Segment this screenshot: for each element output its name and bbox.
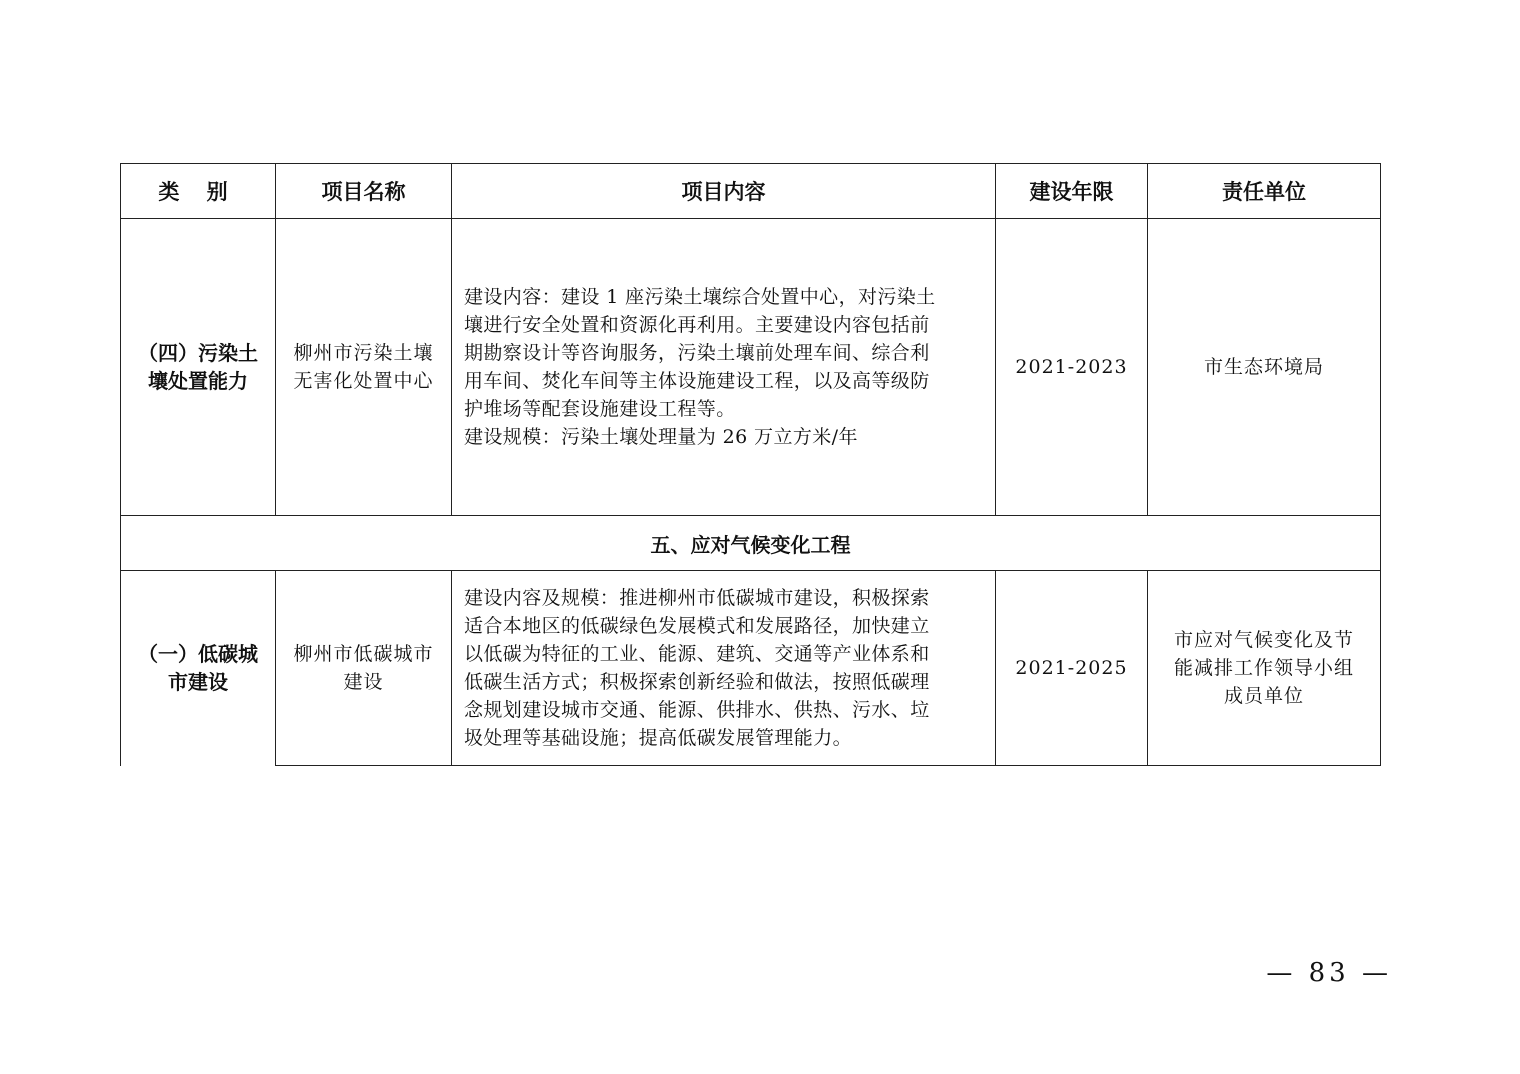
header-construction-years: 建设年限: [996, 164, 1148, 219]
project-name-line: 建设: [343, 671, 384, 693]
unit-line: 市应对气候变化及节: [1173, 629, 1354, 651]
category-line: （一）低碳城: [138, 642, 258, 667]
content-line: 建设内容及规模：推进柳州市低碳城市建设，积极探索: [464, 587, 930, 609]
category-line: 市建设: [168, 670, 228, 695]
content-line: 圾处理等基础设施；提高低碳发展管理能力。: [464, 727, 853, 749]
content-line: 念规划建设城市交通、能源、供排水、供热、污水、垃: [464, 699, 930, 721]
table-header-row: [121, 164, 1381, 219]
project-table: [120, 163, 1381, 766]
category-cell: [121, 219, 276, 516]
construction-years-cell: 2021-2023: [996, 219, 1148, 516]
unit-line: 成员单位: [1223, 685, 1304, 707]
project-name-line: 柳州市低碳城市: [293, 643, 434, 665]
project-content-cell: [452, 219, 996, 516]
category-cell: [121, 571, 276, 766]
content-line: 适合本地区的低碳绿色发展模式和发展路径，加快建立: [464, 615, 930, 637]
category-line: （四）污染土: [138, 341, 258, 365]
header-category: 类 别: [121, 164, 276, 219]
content-line: 建设内容：建设 1 座污染土壤综合处置中心，对污染土: [464, 286, 936, 308]
table-row: [121, 219, 1381, 516]
project-name-cell: [276, 219, 452, 516]
header-responsible-unit: 责任单位: [1148, 164, 1381, 219]
construction-years-cell: 2021-2025: [996, 571, 1148, 766]
content-line: 壤进行安全处置和资源化再利用。主要建设内容包括前: [464, 314, 930, 336]
content-line: 护堆场等配套设施建设工程等。: [464, 398, 736, 420]
project-content-cell: [452, 571, 996, 766]
responsible-unit-cell: [1148, 219, 1381, 516]
content-line: 低碳生活方式；积极探索创新经验和做法，按照低碳理: [464, 671, 930, 693]
header-project-name: 项目名称: [276, 164, 452, 219]
responsible-unit-cell: [1148, 571, 1381, 766]
page-number: — 83 —: [1266, 958, 1392, 988]
project-name-line: 柳州市污染土壤: [293, 342, 434, 364]
project-name-line: 无害化处置中心: [293, 370, 434, 392]
content-line: 期勘察设计等咨询服务，污染土壤前处理车间、综合利: [464, 342, 930, 364]
content-line: 建设规模：污染土壤处理量为 26 万立方米/年: [464, 426, 858, 448]
header-project-content: 项目内容: [452, 164, 996, 219]
section-title: 五、应对气候变化工程: [121, 516, 1381, 571]
content-line: 用车间、焚化车间等主体设施建设工程，以及高等级防: [464, 370, 930, 392]
section-row: [121, 516, 1381, 571]
category-line: 壤处置能力: [148, 369, 248, 393]
unit-line: 能减排工作领导小组: [1173, 657, 1354, 679]
unit-line: 市生态环境局: [1203, 356, 1324, 378]
content-line: 以低碳为特征的工业、能源、建筑、交通等产业体系和: [464, 643, 930, 665]
table-row: [121, 571, 1381, 766]
project-name-cell: [276, 571, 452, 766]
